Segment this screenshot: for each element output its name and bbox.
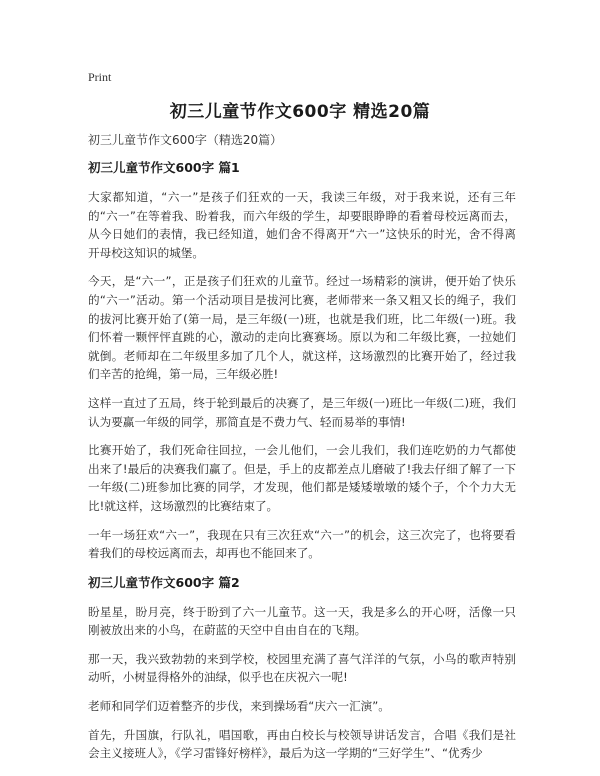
section-heading-1: 初三儿童节作文600字 篇1 bbox=[88, 160, 240, 175]
print-link[interactable]: Print bbox=[88, 70, 112, 84]
paragraph: 老师和同学们迈着整齐的步伐，来到操场看“庆六一汇演”。 bbox=[88, 699, 390, 714]
document-subtitle: 初三儿童节作文600字（精选20篇） bbox=[88, 133, 283, 147]
paragraph: 首先，升国旗，行队礼，唱国歌，再由白校长与校领导讲话发言，合唱《我们是社会主义接班人》，《学习雷锋好榜样》，最后为这一学期的“三好学生”、“优秀少 bbox=[88, 727, 516, 761]
paragraph: 一年一场狂欢“六一”，我现在只有三次狂欢“六一”的机会，这三次完了，也将要看着我们的母校远离而去，却再也不能回来了。 bbox=[88, 527, 516, 561]
paragraph: 那一天，我兴致勃勃的来到学校，校园里充满了喜气洋洋的气氛，小鸟的歌声特别动听，小树显得格外的油绿，似乎也在庆祝六一呢! bbox=[88, 651, 516, 685]
paragraph: 大家都知道，“六一”是孩子们狂欢的一天，我读三年级，对于我来说，还有三年的“六一”在等着我、盼着我，而六年级的学生，却要眼睁睁的看着母校远离而去，从今日她们的表情，我已经知道，她们舍不得离开“六一”这快乐的时光，舍不得离开母校这知识的城堡。 bbox=[88, 190, 516, 260]
article-body bbox=[88, 130, 516, 773]
paragraph: 这样一直过了五局，终于轮到最后的决赛了，是三年级(一)班比一年级(二)班，我们认为要赢一年级的同学，那简直是不费力气、轻而易举的事情! bbox=[88, 395, 516, 429]
paragraph: 比赛开始了，我们死命往回拉，一会儿他们，一会儿我们，我们连吃奶的力气都使出来了!最后的决赛我们赢了。但是，手上的皮都差点儿磨破了!我去仔细了解了一下一年级(二)班参加比赛的同学，才发现，他们都是矮矮墩墩的矮个子，个个力大无比!就这样，这场激烈的比赛结束了。 bbox=[88, 443, 516, 513]
paragraph: 今天，是“六一”，正是孩子们狂欢的儿童节。经过一场精彩的演讲，便开始了快乐的“六一”活动。第一个活动项目是拔河比赛，老师带来一条又粗又长的绳子，我们的拔河比赛开始了(第一局，是三年级(一)班，也就是我们班，比二年级(一)班。我们怀着一颗怦怦直跳的心，激动的走向比赛赛场。原以为和二年级比赛，一拉她们就倒。老师却在二年级里多加了几个人，就这样，这场激烈的比赛开始了，经过我们辛苦的抢绳，第一局，三年级必胜! bbox=[88, 274, 516, 382]
page-title: 初三儿童节作文600字 精选20篇 bbox=[169, 102, 431, 122]
section-heading-2: 初三儿童节作文600字 篇2 bbox=[88, 574, 240, 590]
paragraph: 盼星星，盼月亮，终于盼到了六一儿童节。这一天，我是多么的开心呀，活像一只刚被放出来的小鸟，在蔚蓝的天空中自由自在的飞翔。 bbox=[88, 604, 516, 638]
